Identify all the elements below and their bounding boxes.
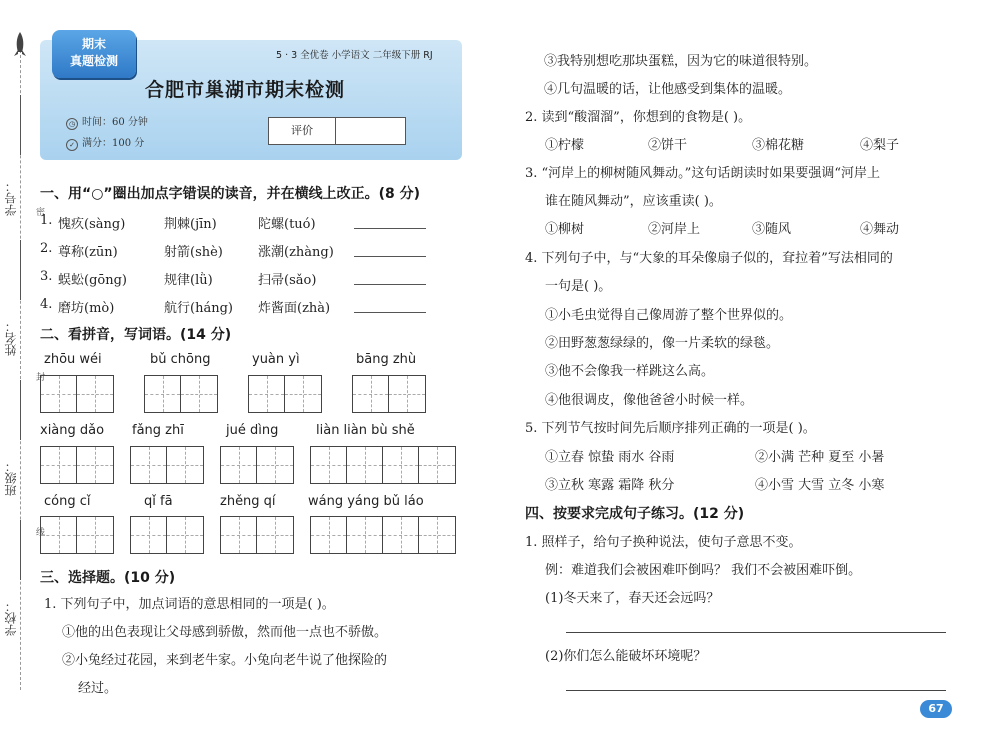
- correction-blank[interactable]: [354, 256, 426, 257]
- option-text: ①柠檬: [545, 138, 585, 153]
- s1-item: 陀螺(tuó): [258, 217, 316, 232]
- writing-grid[interactable]: [40, 446, 114, 484]
- option-text: ②饼干: [648, 138, 688, 153]
- evaluation-label: 评价: [269, 118, 336, 144]
- writing-grid[interactable]: [220, 446, 294, 484]
- pinyin-prompt: xiàng dǎo: [40, 423, 105, 438]
- time-info: [66, 113, 148, 130]
- full-score-label: 满分：100 分: [82, 138, 145, 149]
- question-4-1: 1. 照样子，给句子换种说法，使句子意思不变。: [525, 535, 802, 550]
- badge-line-1: 期末: [81, 37, 106, 51]
- option-text: ④梨子: [860, 138, 900, 153]
- pinyin-prompt: qǐ fā: [144, 494, 173, 509]
- sub-question: (1)冬天来了，春天还会远吗？: [545, 591, 720, 606]
- writing-grid[interactable]: [144, 375, 218, 413]
- pinyin-prompt: wáng yáng bǔ láo: [308, 494, 424, 509]
- clock-icon: ◷: [66, 118, 78, 130]
- pinyin-prompt: zhěng qí: [220, 494, 276, 509]
- option-text: 经过。: [78, 681, 118, 696]
- s1-num: 2.: [40, 241, 53, 256]
- s1-num: 4.: [40, 297, 53, 312]
- page-title: 合肥市巢湖市期末检测: [145, 79, 346, 101]
- s1-item: 航行(háng): [164, 301, 233, 316]
- option-text: ①小毛虫觉得自己像周游了整个世界似的。: [545, 308, 793, 323]
- option-text: ②河岸上: [648, 222, 701, 237]
- name-label: 姓名：: [4, 320, 18, 356]
- question-3-1: 1. 下列句子中，加点词语的意思相同的一项是( )。: [44, 597, 335, 612]
- writing-grid[interactable]: [40, 516, 114, 554]
- pinyin-prompt: zhōu wéi: [44, 352, 102, 367]
- option-text: ③他不会像我一样跳这么高。: [545, 364, 715, 379]
- correction-blank[interactable]: [354, 228, 426, 229]
- option-text: ③棉花糖: [752, 138, 805, 153]
- s1-item: 涨潮(zhàng): [258, 245, 334, 260]
- pinyin-prompt: yuàn yì: [252, 352, 300, 367]
- pinyin-prompt: jué dìng: [226, 423, 279, 438]
- section-3-heading: 三、选择题。(10 分): [40, 570, 176, 586]
- question-3-2: 2. 读到“酸溜溜”，你想到的食物是( )。: [525, 110, 752, 125]
- option-text: ④舞动: [860, 222, 900, 237]
- option-text: ②小兔经过花园，来到老牛家。小兔向老牛说了他探险的: [62, 653, 388, 668]
- pinyin-prompt: bǔ chōng: [150, 352, 211, 367]
- option-text: ④他很调皮，像他爸爸小时候一样。: [545, 393, 754, 408]
- question-3-4-cont: 一句是( )。: [545, 279, 612, 294]
- writing-grid[interactable]: [352, 375, 426, 413]
- seal-mark: 密: [36, 208, 46, 218]
- answer-line[interactable]: [566, 690, 946, 691]
- question-3-3: 3. “河岸上的柳树随风舞动。”这句话朗读时如果要强调“河岸上: [525, 166, 880, 181]
- option-text: ①他的出色表现让父母感到骄傲，然而他一点也不骄傲。: [62, 625, 388, 640]
- writing-grid[interactable]: [310, 516, 456, 554]
- s1-item: 规律(lǜ): [164, 273, 213, 288]
- s1-item: 荆棘(jīn): [164, 217, 217, 232]
- writing-grid[interactable]: [310, 446, 456, 484]
- exam-badge: [52, 30, 136, 78]
- badge-line-2: 真题检测: [69, 54, 118, 68]
- student-id-label: 学号：: [4, 180, 18, 216]
- example-sentence: 例：难道我们会被困难吓倒吗？ 我们不会被困难吓倒。: [545, 563, 862, 578]
- s1-item: 愧疚(sàng): [58, 217, 126, 232]
- check-icon: ✓: [66, 139, 78, 151]
- option-text: ③立秋 寒露 霜降 秋分: [545, 478, 675, 493]
- s1-item: 扫帚(sǎo): [258, 273, 317, 288]
- s1-item: 蜈蚣(gōng): [58, 273, 127, 288]
- option-text: ②小满 芒种 夏至 小暑: [755, 450, 885, 465]
- s1-item: 尊称(zūn): [58, 245, 118, 260]
- question-3-5: 5. 下列节气按时间先后顺序排列正确的一项是( )。: [525, 421, 816, 436]
- option-text: ④几句温暖的话，让他感受到集体的温暖。: [544, 82, 792, 97]
- writing-grid[interactable]: [220, 516, 294, 554]
- answer-line[interactable]: [566, 632, 946, 633]
- student-id-line: [20, 95, 21, 155]
- score-info: [66, 134, 144, 151]
- school-line: [20, 520, 21, 580]
- s1-item: 磨坊(mò): [58, 301, 115, 316]
- class-label: 班级：: [4, 460, 18, 496]
- pinyin-prompt: bāng zhù: [356, 352, 417, 367]
- writing-grid[interactable]: [130, 446, 204, 484]
- option-text: ①立春 惊蛰 雨水 谷雨: [545, 450, 675, 465]
- time-label: 时间：60 分钟: [82, 117, 148, 128]
- name-line: [20, 240, 21, 300]
- writing-grid[interactable]: [248, 375, 322, 413]
- s1-num: 1.: [40, 213, 53, 228]
- s1-item: 炸酱面(zhà): [258, 301, 331, 316]
- pinyin-prompt: cóng cǐ: [44, 494, 91, 509]
- correction-blank[interactable]: [354, 312, 426, 313]
- section-1-heading: 一、用“○”圈出加点字错误的读音，并在横线上改正。(8 分): [40, 186, 421, 202]
- binding-strip: [0, 0, 46, 750]
- s1-item: 射箭(shè): [164, 245, 223, 260]
- section-2-heading: 二、看拼音，写词语。(14 分): [40, 327, 232, 343]
- section-4-heading: 四、按要求完成句子练习。(12 分): [525, 506, 745, 522]
- seal-mark: 线: [36, 528, 46, 538]
- sub-question: (2)你们怎么能破坏环境呢？: [545, 649, 707, 664]
- writing-grid[interactable]: [130, 516, 204, 554]
- seal-mark: 封: [36, 373, 46, 383]
- rocket-icon: [10, 30, 30, 60]
- option-text: ④小雪 大雪 立冬 小寒: [755, 478, 885, 493]
- school-label: 学校：: [4, 600, 18, 636]
- pinyin-prompt: liàn liàn bù shě: [316, 423, 415, 438]
- question-3-3-cont: 谁在随风舞动”，应该重读( )。: [545, 194, 722, 209]
- option-text: ②田野葱葱绿绿的，像一片柔软的绿毯。: [545, 336, 780, 351]
- option-text: ③随风: [752, 222, 792, 237]
- class-line: [20, 380, 21, 440]
- page-number: 67: [920, 700, 952, 718]
- pinyin-prompt: fǎng zhī: [132, 423, 184, 438]
- option-text: ①柳树: [545, 222, 585, 237]
- option-text: ③我特别想吃那块蛋糕，因为它的味道很特别。: [544, 54, 818, 69]
- correction-blank[interactable]: [354, 284, 426, 285]
- series-label: 5 · 3 全优卷 小学语文 二年级下册 RJ: [276, 50, 433, 61]
- writing-grid[interactable]: [40, 375, 114, 413]
- evaluation-box: [268, 117, 406, 145]
- s1-num: 3.: [40, 269, 53, 284]
- question-3-4: 4. 下列句子中，与“大象的耳朵像扇子似的，耷拉着”写法相同的: [525, 251, 893, 266]
